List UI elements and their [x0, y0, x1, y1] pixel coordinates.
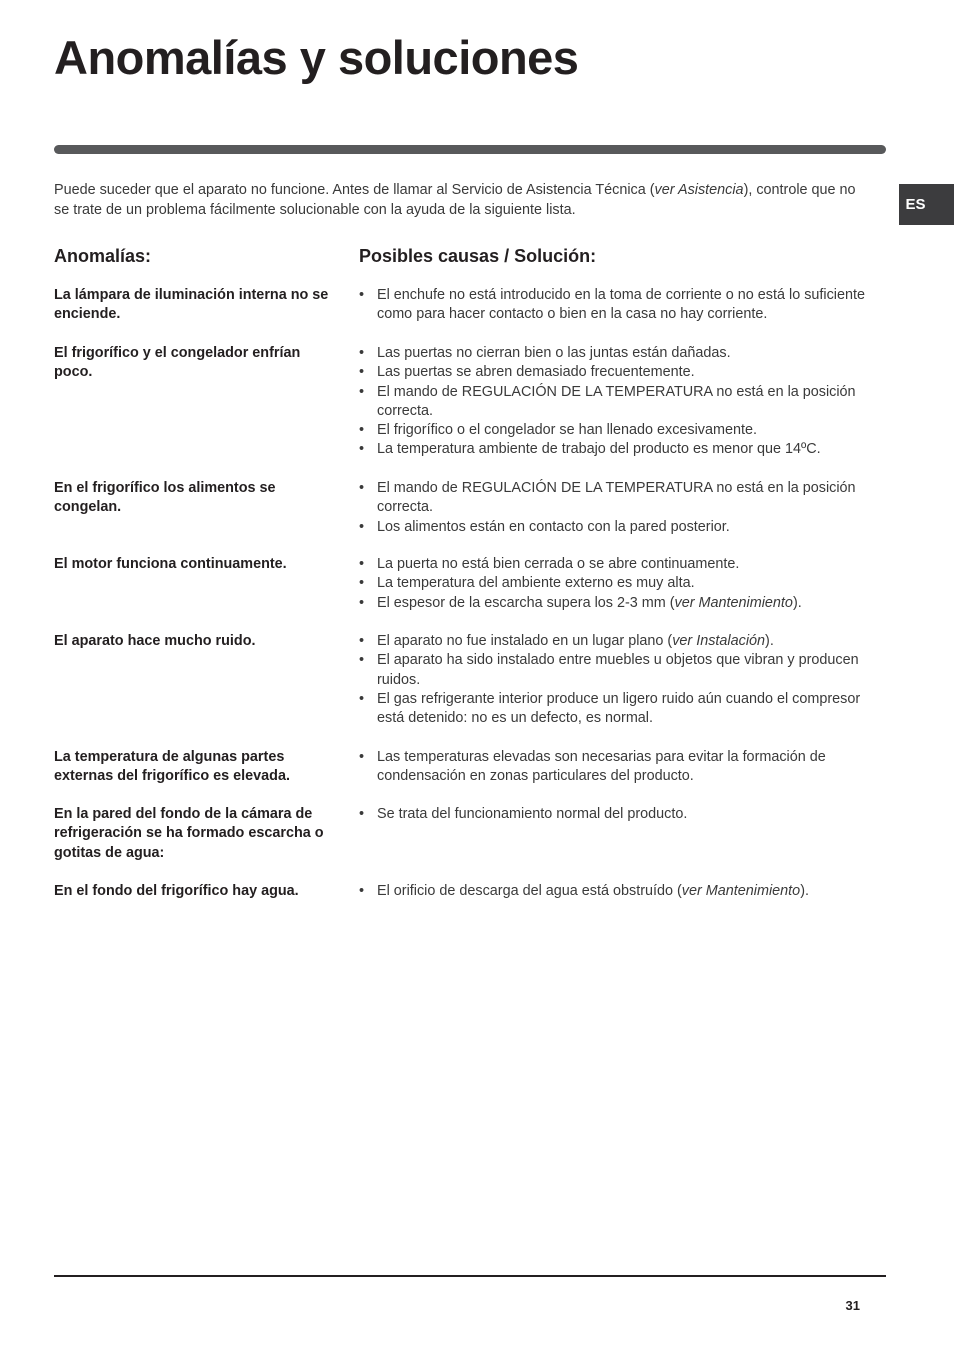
anomaly-label: El frigorífico y el congelador enfrían poco. — [54, 345, 301, 381]
cause-item: • Los alimentos están en contacto con la pared posterior. — [359, 518, 889, 537]
anomaly-label: La lámpara de iluminación interna no se enciende. — [54, 287, 329, 323]
cause-item: • El gas refrigerante interior produce un ligero ruido aún cuando el compresor está detenido: no es un defecto, es normal. — [359, 690, 889, 729]
anomalies-heading: Anomalías: — [54, 246, 152, 266]
footer-divider — [54, 1275, 886, 1277]
cause-item: • El enchufe no está introducido en la toma de corriente o no está lo suficiente como para hacer contacto o bien en la casa no hay corriente. — [359, 286, 889, 325]
intro-reference: ver Asistencia — [654, 182, 744, 198]
language-tab: ES — [899, 184, 954, 225]
cause-list — [359, 344, 889, 460]
cause-item: • El orificio de descarga del agua está obstruído (ver Mantenimiento). — [359, 882, 889, 901]
cause-item: • La temperatura ambiente de trabajo del producto es menor que 14ºC. — [359, 440, 889, 459]
cause-item: • Las puertas se abren demasiado frecuentemente. — [359, 363, 889, 382]
cross-reference: ver Mantenimiento — [681, 883, 801, 899]
cause-list — [359, 555, 889, 613]
cause-list — [359, 805, 889, 824]
cause-list — [359, 286, 889, 325]
cause-item: • El mando de REGULACIÓN DE LA TEMPERATURA no está en la posición correcta. — [359, 479, 889, 518]
intro-text-end: ), controle que no se trate de un problema fácilmente solucionable con la ayuda de la siguiente lista. — [54, 182, 856, 218]
cause-list — [359, 479, 889, 537]
intro-text: Puede suceder que el aparato no funcione. Antes de llamar al Servicio de Asistencia Técnica ( — [54, 182, 655, 198]
cause-item: • El espesor de la escarcha supera los 2-3 mm (ver Mantenimiento). — [359, 594, 889, 613]
cause-item: • La puerta no está bien cerrada o se abre continuamente. — [359, 555, 889, 574]
cause-item: • El frigorífico o el congelador se han llenado excesivamente. — [359, 421, 889, 440]
cause-item: • El aparato no fue instalado en un lugar plano (ver Instalación). — [359, 632, 889, 651]
cause-item: • Las puertas no cierran bien o las juntas están dañadas. — [359, 344, 889, 363]
cause-item: • El mando de REGULACIÓN DE LA TEMPERATURA no está en la posición correcta. — [359, 383, 889, 422]
cause-list — [359, 632, 889, 728]
anomaly-label: En el fondo del frigorífico hay agua. — [54, 883, 299, 899]
page-number: 31 — [845, 1298, 860, 1313]
cause-item: • Se trata del funcionamiento normal del producto. — [359, 805, 889, 824]
cross-reference: ver Instalación — [672, 633, 766, 649]
cause-item: • La temperatura del ambiente externo es muy alta. — [359, 574, 889, 593]
anomaly-label: En la pared del fondo de la cámara de refrigeración se ha formado escarcha o gotitas de agua: — [54, 806, 324, 861]
causes-heading: Posibles causas / Solución: — [359, 246, 597, 266]
cause-item: • Las temperaturas elevadas son necesarias para evitar la formación de condensación en zonas particulares del producto. — [359, 748, 889, 787]
cause-list — [359, 882, 889, 901]
anomaly-label: El motor funciona continuamente. — [54, 556, 287, 572]
anomaly-label: El aparato hace mucho ruido. — [54, 633, 256, 649]
title-divider — [54, 145, 886, 154]
cause-list — [359, 748, 889, 787]
anomaly-label: La temperatura de algunas partes externas del frigorífico es elevada. — [54, 749, 290, 785]
page-title: Anomalías y soluciones — [54, 31, 579, 84]
intro-paragraph — [54, 181, 869, 220]
cause-item: • El aparato ha sido instalado entre muebles u objetos que vibran y producen ruidos. — [359, 651, 889, 690]
cross-reference: ver Mantenimiento — [674, 594, 793, 611]
anomaly-label: En el frigorífico los alimentos se congelan. — [54, 480, 276, 516]
